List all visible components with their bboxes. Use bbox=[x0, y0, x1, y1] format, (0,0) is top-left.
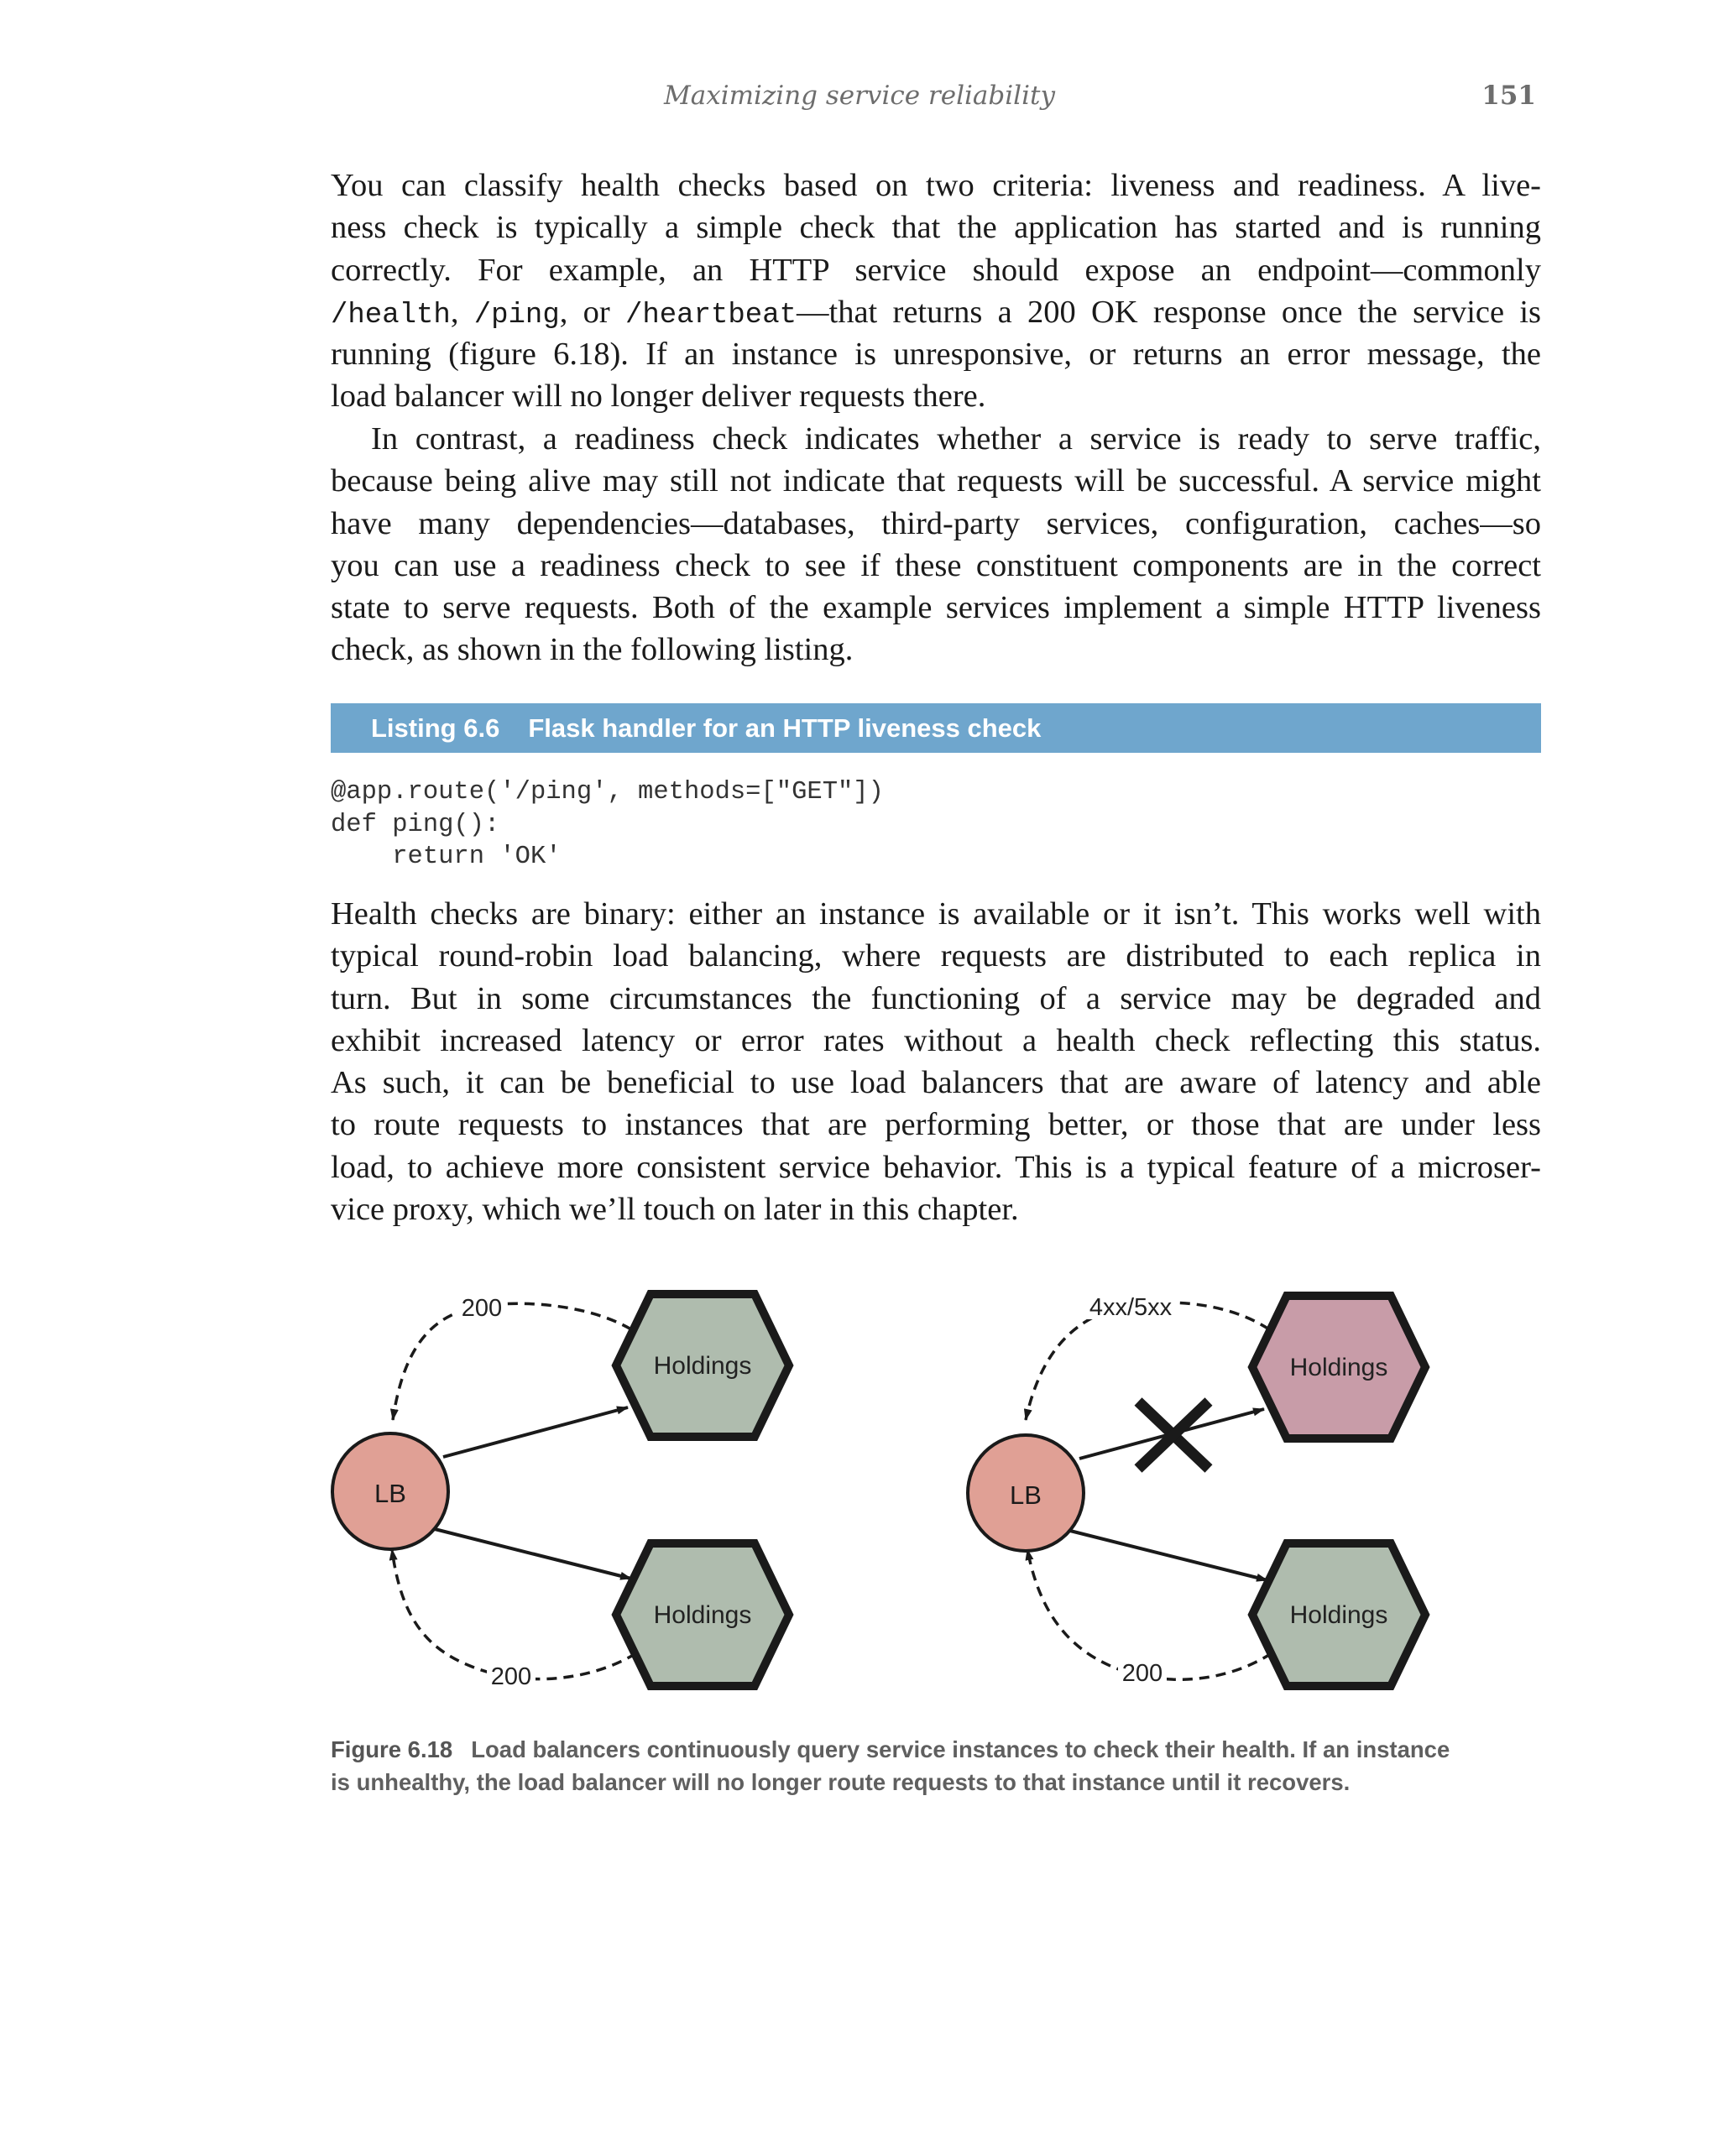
code-listing bbox=[331, 776, 1541, 874]
inline-code: /ping bbox=[473, 299, 560, 331]
caption-line: is unhealthy, the load balancer will no longer route requests to that instance until it recovers. bbox=[331, 1769, 1351, 1795]
diagram-svg bbox=[0, 1259, 1719, 1712]
figure-number: Figure 6.18 bbox=[331, 1736, 453, 1762]
text-line: Health checks are binary: either an instance is available or it isn’t. This works well with bbox=[331, 896, 1541, 932]
status-label-bottom: 200 bbox=[1121, 1660, 1163, 1687]
left-diagram bbox=[332, 1292, 789, 1690]
listing-number: Listing 6.6 bbox=[371, 713, 500, 743]
running-title: Maximizing service reliability bbox=[664, 81, 1055, 111]
text-line: to route requests to instances that are performing better, or those that are under less bbox=[331, 1107, 1541, 1143]
text-line-with-code bbox=[331, 291, 1541, 333]
lb-label: LB bbox=[1010, 1480, 1042, 1510]
text-line: running (figure 6.18). If an instance is unresponsive, or returns an error message, the bbox=[331, 337, 1541, 373]
code-line: return 'OK' bbox=[331, 843, 562, 871]
figure-health-check-diagram bbox=[0, 1259, 1719, 1712]
right-diagram bbox=[968, 1292, 1425, 1687]
status-label-top: 4xx/5xx bbox=[1089, 1294, 1173, 1321]
text-line: you can use a readiness check to see if these constituent components are in the correct bbox=[331, 547, 1541, 583]
service-label-bottom: Holdings bbox=[1289, 1601, 1388, 1629]
blocked-x-icon bbox=[1138, 1402, 1209, 1469]
code-line: def ping(): bbox=[331, 810, 500, 839]
status-label-top: 200 bbox=[461, 1295, 503, 1322]
service-label-top: Holdings bbox=[653, 1352, 752, 1380]
service-label-bottom: Holdings bbox=[653, 1601, 752, 1629]
caption-text: Load balancers continuously query service instances to check their health. If an instance bbox=[471, 1736, 1450, 1762]
text-line: As such, it can be beneficial to use load balancers that are aware of latency and able bbox=[331, 1065, 1541, 1101]
page-number: 151 bbox=[1481, 81, 1536, 111]
text-fragment: , or bbox=[559, 294, 625, 330]
text-line: You can classify health checks based on two criteria: liveness and readiness. A live- bbox=[331, 168, 1541, 203]
code-line: @app.route('/ping', methods=["GET"]) bbox=[331, 778, 884, 807]
text-line: correctly. For example, an HTTP service should expose an endpoint—commonly bbox=[331, 252, 1541, 288]
text-line: state to serve requests. Both of the example services implement a simple HTTP liveness bbox=[331, 590, 1541, 626]
text-line: because being alive may still not indicate that requests will be successful. A service might bbox=[331, 463, 1541, 499]
text-line: load balancer will no longer deliver requests there. bbox=[331, 378, 986, 415]
text-fragment: —that returns a 200 OK response once the service is bbox=[797, 294, 1541, 330]
request-arrow-bottom bbox=[435, 1529, 631, 1579]
health-check-arc-bottom bbox=[392, 1549, 636, 1679]
text-line: load, to achieve more consistent service behavior. This is a typical feature of a microser- bbox=[331, 1149, 1541, 1185]
request-arrow-top bbox=[443, 1407, 628, 1457]
inline-code: /health bbox=[331, 299, 451, 331]
text-line: typical round-robin load balancing, where requests are distributed to each replica in bbox=[331, 938, 1541, 974]
paragraph-binary-health bbox=[331, 893, 1541, 1230]
text-fragment: , bbox=[450, 294, 474, 330]
health-check-arc-top bbox=[393, 1303, 631, 1420]
request-arrow-bottom bbox=[1070, 1531, 1267, 1580]
lb-label: LB bbox=[374, 1479, 406, 1508]
text-line: In contrast, a readiness check indicates whether a service is ready to serve traffic, bbox=[371, 421, 1541, 457]
text-line: ness check is typically a simple check that the application has started and is running bbox=[331, 210, 1541, 246]
text-line: vice proxy, which we’ll touch on later in this chapter. bbox=[331, 1192, 1019, 1228]
listing-header bbox=[331, 703, 1541, 753]
figure-caption bbox=[331, 1733, 1556, 1798]
status-label-bottom: 200 bbox=[490, 1663, 532, 1690]
listing-title: Flask handler for an HTTP liveness check bbox=[528, 713, 1042, 743]
text-line: exhibit increased latency or error rates without a health check reflecting this status. bbox=[331, 1022, 1541, 1058]
service-label-top: Holdings bbox=[1289, 1354, 1388, 1381]
inline-code: /heartbeat bbox=[624, 299, 797, 331]
paragraph-liveness bbox=[331, 164, 1541, 418]
text-line: turn. But in some circumstances the functioning of a service may be degraded and bbox=[331, 980, 1541, 1016]
text-line: have many dependencies—databases, third-party services, configuration, caches—so bbox=[331, 505, 1541, 541]
text-line: check, as shown in the following listing. bbox=[331, 632, 854, 668]
paragraph-readiness bbox=[331, 418, 1541, 671]
caption-line bbox=[331, 1733, 1556, 1766]
